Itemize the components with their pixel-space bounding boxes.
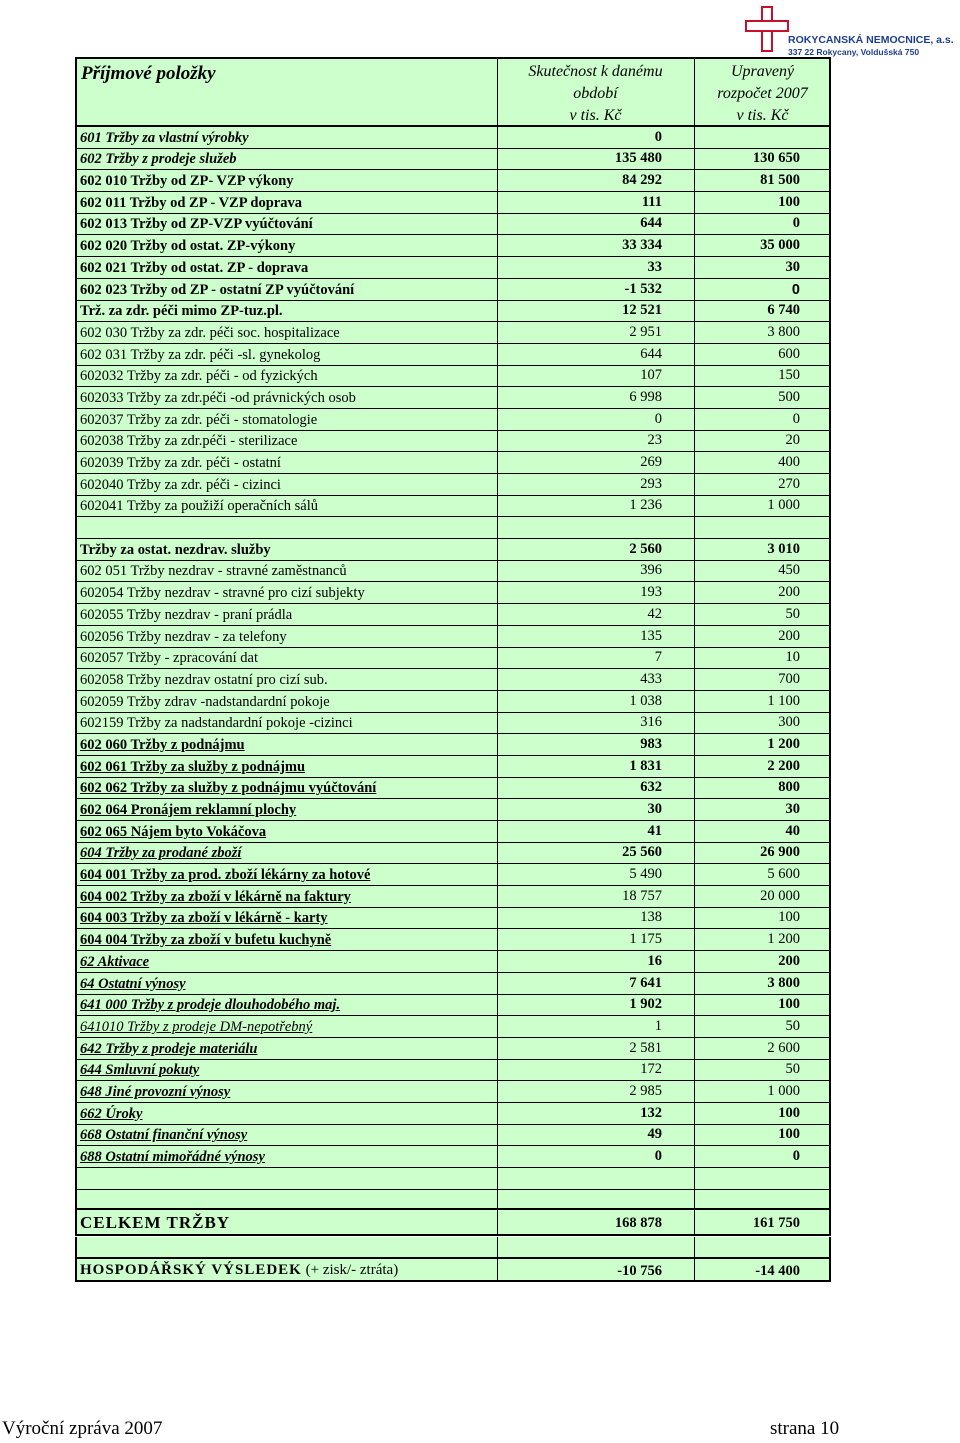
row-actual-value: 132 <box>640 1104 662 1121</box>
row-budget-value: 3 800 <box>767 323 800 340</box>
header-actual: Skutečnost k danému období v tis. Kč <box>528 63 663 124</box>
row-actual-value: 1 902 <box>629 996 662 1013</box>
row-actual-value: 23 <box>647 432 662 449</box>
row-actual-value: 7 641 <box>629 974 662 991</box>
row-actual-value: 135 <box>640 627 662 644</box>
table-row <box>77 1081 829 1103</box>
table-row <box>77 214 829 236</box>
row-budget-value: 450 <box>778 562 800 579</box>
hospital-logo <box>745 4 955 56</box>
row-label: 602032 Tržby za zdr. péči - od fyzických <box>80 368 318 385</box>
row-label: 602058 Tržby nezdrav ostatní pro cizí sub. <box>80 671 328 688</box>
table-row <box>77 604 829 626</box>
row-label: 602 023 Tržby od ZP - ostatní ZP vyúčtování <box>80 281 355 298</box>
row-budget-value: 1 000 <box>767 497 800 514</box>
row-label: 688 Ostatní mimořádné výnosy <box>80 1149 265 1165</box>
row-actual-value: 41 <box>647 822 662 839</box>
table-row <box>77 691 829 713</box>
row-actual-value: 644 <box>640 345 662 362</box>
table-row <box>77 821 829 843</box>
table-row <box>77 474 829 496</box>
table-row <box>77 170 829 192</box>
row-budget-value: 100 <box>778 1104 800 1121</box>
table-row <box>77 799 829 821</box>
result-budget: -14 400 <box>755 1263 800 1279</box>
row-label: 602 062 Tržby za služby z podnájmu vyúčtování <box>80 780 377 797</box>
row-actual-value: 5 490 <box>629 866 662 883</box>
row-label: 602 013 Tržby od ZP-VZP vyúčtování <box>80 216 313 233</box>
row-budget-value: 500 <box>778 388 800 405</box>
row-budget-value: 50 <box>785 605 800 622</box>
table-row <box>77 648 829 670</box>
table-row <box>77 301 829 323</box>
row-budget-value: 300 <box>778 714 800 731</box>
row-budget-value: 130 650 <box>752 150 800 167</box>
row-label: 64 Ostatní výnosy <box>80 975 186 992</box>
row-budget-value: 800 <box>778 779 800 796</box>
row-label: 602039 Tržby za zdr. péči - ostatní <box>80 455 281 471</box>
table-row <box>77 778 829 800</box>
table-row <box>77 951 829 973</box>
row-actual-value: 396 <box>640 562 662 579</box>
row-label: 602 065 Nájem byto Vokáčova <box>80 823 267 840</box>
row-budget-value: 30 <box>785 258 800 275</box>
row-budget-value: 3 010 <box>767 540 800 557</box>
row-actual-value: 135 480 <box>614 150 662 167</box>
total-actual: 168 878 <box>614 1215 662 1231</box>
row-label: 602 011 Tržby od ZP - VZP doprava <box>80 194 302 211</box>
table-row <box>77 235 829 257</box>
row-label: 602054 Tržby nezdrav - stravné pro cizí subjekty <box>80 585 365 602</box>
row-actual-value: 1 038 <box>629 692 662 709</box>
table-row <box>77 582 829 604</box>
row-budget-value: 100 <box>778 996 800 1013</box>
row-budget-value: 100 <box>778 909 800 926</box>
row-label: 602 051 Tržby nezdrav - stravné zaměstnanců <box>80 563 347 580</box>
row-budget-value: 40 <box>785 822 800 839</box>
row-budget-value: 0 <box>792 1148 800 1164</box>
table-row <box>77 1146 829 1168</box>
total-revenue-row <box>75 1208 831 1236</box>
table-row <box>77 192 829 214</box>
table-row <box>77 127 829 149</box>
result-actual: -10 756 <box>617 1263 662 1279</box>
row-actual-value: 1 831 <box>629 757 662 774</box>
row-budget-value: 20 000 <box>760 887 800 904</box>
row-actual-value: 42 <box>647 605 662 622</box>
row-budget-value: 700 <box>778 670 800 687</box>
row-actual-value: 269 <box>640 454 662 470</box>
row-budget-value: 0 <box>791 281 800 298</box>
table-row <box>77 929 829 951</box>
row-budget-value: 26 900 <box>760 844 800 861</box>
hospital-address: 337 22 Rokycany, Voldušská 750 <box>788 47 920 57</box>
table-row <box>77 1060 829 1082</box>
row-actual-value: 0 <box>654 128 662 145</box>
row-actual-value: 2 581 <box>629 1039 662 1056</box>
table-row <box>77 517 829 539</box>
row-budget-value: 1 200 <box>767 931 800 948</box>
row-actual-value: 111 <box>641 193 662 210</box>
table-row <box>77 843 829 865</box>
row-actual-value: 2 951 <box>629 323 662 340</box>
row-actual-value: 6 998 <box>629 388 662 405</box>
row-actual-value: 172 <box>640 1061 662 1078</box>
row-label: 602 064 Pronájem reklamní plochy <box>80 802 297 818</box>
table-gap-row <box>75 1237 831 1257</box>
row-budget-value: 200 <box>778 952 800 969</box>
footer-page-number: strana 10 <box>770 1418 840 1439</box>
row-label: 602038 Tržby za zdr.péči - sterilizace <box>80 433 298 450</box>
row-label: Tržby za ostat. nezdrav. služby <box>80 541 271 558</box>
table-header <box>75 57 831 127</box>
row-actual-value: 30 <box>647 801 662 817</box>
row-label: 602 021 Tržby od ostat. ZP - doprava <box>80 259 309 276</box>
table-row <box>77 366 829 388</box>
row-label: 602033 Tržby za zdr.péči -od právnických osob <box>80 389 356 406</box>
table-row <box>77 149 829 171</box>
table-body <box>75 127 831 1211</box>
row-label: 604 001 Tržby za prod. zboží lékárny za hotové <box>80 867 371 884</box>
row-budget-value: 0 <box>792 215 800 232</box>
row-actual-value: 983 <box>640 735 662 752</box>
row-budget-value: 30 <box>785 801 800 817</box>
economic-result-row <box>75 1257 831 1282</box>
row-label: 602055 Tržby nezdrav - praní prádla <box>80 606 293 623</box>
table-row <box>77 995 829 1017</box>
row-label: 602057 Tržby - zpracování dat <box>80 650 258 667</box>
row-actual-value: 12 521 <box>622 302 662 319</box>
table-row <box>77 257 829 279</box>
row-label: 602059 Tržby zdrav -nadstandardní pokoje <box>80 693 330 710</box>
row-actual-value: 644 <box>640 215 662 232</box>
footer-report-title: Výroční zpráva 2007 <box>2 1418 163 1439</box>
row-label: 602 030 Tržby za zdr. péči soc. hospitalizace <box>80 324 340 341</box>
row-budget-value: 2 600 <box>767 1039 800 1056</box>
row-actual-value: 7 <box>654 649 662 666</box>
row-budget-value: 50 <box>785 1061 800 1078</box>
row-label: Trž. za zdr. péči mimo ZP-tuz.pl. <box>80 303 283 320</box>
table-row <box>77 973 829 995</box>
row-budget-value: 200 <box>778 627 800 644</box>
row-budget-value: 6 740 <box>767 302 800 319</box>
row-budget-value: 270 <box>778 475 800 492</box>
row-label: 602040 Tržby za zdr. péči - cizinci <box>80 476 281 493</box>
row-actual-value: 193 <box>640 584 662 601</box>
row-actual-value: 33 <box>647 258 662 275</box>
row-actual-value: 107 <box>640 367 662 384</box>
table-row <box>77 431 829 453</box>
row-actual-value: 316 <box>640 714 662 731</box>
total-label: CELKEM TRŽBY <box>80 1213 231 1232</box>
hospital-name: ROKYCANSKÁ NEMOCNICE, a.s. <box>788 34 954 46</box>
row-budget-value: 400 <box>778 454 800 470</box>
row-budget-value: 3 800 <box>767 974 800 991</box>
row-actual-value: -1 532 <box>624 280 662 297</box>
table-row <box>77 387 829 409</box>
row-actual-value: 84 292 <box>622 172 662 189</box>
table-row <box>77 1168 829 1190</box>
row-budget-value: 81 500 <box>760 172 800 189</box>
table-row <box>77 344 829 366</box>
table-row <box>77 626 829 648</box>
result-label: HOSPODÁŘSKÝ VÝSLEDEK (+ zisk/- ztráta) <box>80 1262 399 1278</box>
row-budget-value: 600 <box>778 345 800 362</box>
row-budget-value: 20 <box>785 432 800 449</box>
row-label: 602 061 Tržby za služby z podnájmu <box>80 758 306 775</box>
row-actual-value: 0 <box>654 410 662 427</box>
row-label: 668 Ostatní finanční výnosy <box>80 1127 248 1144</box>
table-row <box>77 756 829 778</box>
table-row <box>77 452 829 474</box>
row-actual-value: 138 <box>640 909 662 926</box>
table-row <box>77 279 829 301</box>
row-actual-value: 1 175 <box>629 931 662 948</box>
row-label: 642 Tržby z prodeje materiálu <box>80 1040 258 1057</box>
row-actual-value: 33 334 <box>622 237 662 254</box>
row-budget-value: 1 100 <box>767 692 800 709</box>
total-budget: 161 750 <box>752 1215 800 1231</box>
row-actual-value: 49 <box>647 1126 662 1143</box>
row-actual-value: 632 <box>640 779 662 796</box>
table-row <box>77 322 829 344</box>
row-actual-value: 2 560 <box>629 540 662 557</box>
row-actual-value: 1 236 <box>629 497 662 514</box>
row-actual-value: 433 <box>640 670 662 687</box>
row-label: 604 Tržby za prodané zboží <box>80 845 242 862</box>
row-budget-value: 10 <box>785 649 800 666</box>
row-label: 641 000 Tržby z prodeje dlouhodobého maj. <box>80 997 341 1014</box>
row-actual-value: 2 985 <box>629 1082 662 1099</box>
table-row <box>77 1016 829 1038</box>
table-row <box>77 409 829 431</box>
row-label: 644 Smluvní pokuty <box>80 1062 200 1079</box>
row-budget-value: 35 000 <box>760 237 800 254</box>
row-label: 602041 Tržby za použiží operačních sálů <box>80 498 318 515</box>
table-row <box>77 886 829 908</box>
table-row <box>77 864 829 886</box>
row-actual-value: 293 <box>640 475 662 492</box>
table-row <box>77 1103 829 1125</box>
row-budget-value: 0 <box>792 410 800 427</box>
header-budget: Upravený rozpočet 2007 v tis. Kč <box>717 63 808 124</box>
table-row <box>77 561 829 583</box>
row-label: 604 004 Tržby za zboží v bufetu kuchyně <box>80 932 332 949</box>
table-row <box>77 908 829 930</box>
row-budget-value: 50 <box>785 1017 800 1034</box>
row-budget-value: 2 200 <box>767 757 800 774</box>
row-actual-value: 1 <box>654 1017 662 1034</box>
row-label: 604 003 Tržby za zboží v lékárně - karty <box>80 910 328 927</box>
header-items: Příjmové položky <box>81 63 216 84</box>
row-actual-value: 16 <box>647 952 662 969</box>
table-row <box>77 669 829 691</box>
row-label: 602159 Tržby za nadstandardní pokoje -cizinci <box>80 715 353 732</box>
table-row <box>77 734 829 756</box>
row-label: 602056 Tržby nezdrav - za telefony <box>80 628 287 645</box>
row-budget-value: 200 <box>778 584 800 601</box>
row-actual-value: 18 757 <box>622 887 662 904</box>
revenue-table <box>75 57 831 1211</box>
table-row <box>77 539 829 561</box>
row-label: 602 060 Tržby z podnájmu <box>80 736 245 753</box>
row-budget-value: 100 <box>778 193 800 210</box>
table-row <box>77 1125 829 1147</box>
table-row <box>77 496 829 518</box>
row-label: 604 002 Tržby za zboží v lékárně na faktury <box>80 888 351 905</box>
row-actual-value: 25 560 <box>622 844 662 861</box>
table-row <box>77 1038 829 1060</box>
row-budget-value: 100 <box>778 1126 800 1143</box>
row-budget-value: 150 <box>778 367 800 384</box>
row-label: 662 Úroky <box>80 1105 143 1122</box>
row-label: 648 Jiné provozní výnosy <box>80 1083 231 1100</box>
row-budget-value: 1 200 <box>767 735 800 752</box>
row-label: 602 020 Tržby od ostat. ZP-výkony <box>80 238 296 255</box>
row-label: 62 Aktivace <box>80 953 150 970</box>
row-label: 602037 Tržby za zdr. péči - stomatologie <box>80 411 318 428</box>
row-budget-value: 5 600 <box>767 866 800 883</box>
row-label: 641010 Tržby z prodeje DM-nepotřebný <box>80 1018 313 1035</box>
row-budget-value: 1 000 <box>767 1082 800 1099</box>
row-label: 602 010 Tržby od ZP- VZP výkony <box>80 173 294 190</box>
row-actual-value: 0 <box>654 1148 662 1164</box>
row-label: 602 031 Tržby za zdr. péči -sl. gynekolog <box>80 346 321 363</box>
row-label: 602 Tržby z prodeje služeb <box>80 151 237 168</box>
row-label: 601 Tržby za vlastní výrobky <box>80 129 249 146</box>
red-cross-icon <box>745 6 789 52</box>
table-row <box>77 713 829 735</box>
